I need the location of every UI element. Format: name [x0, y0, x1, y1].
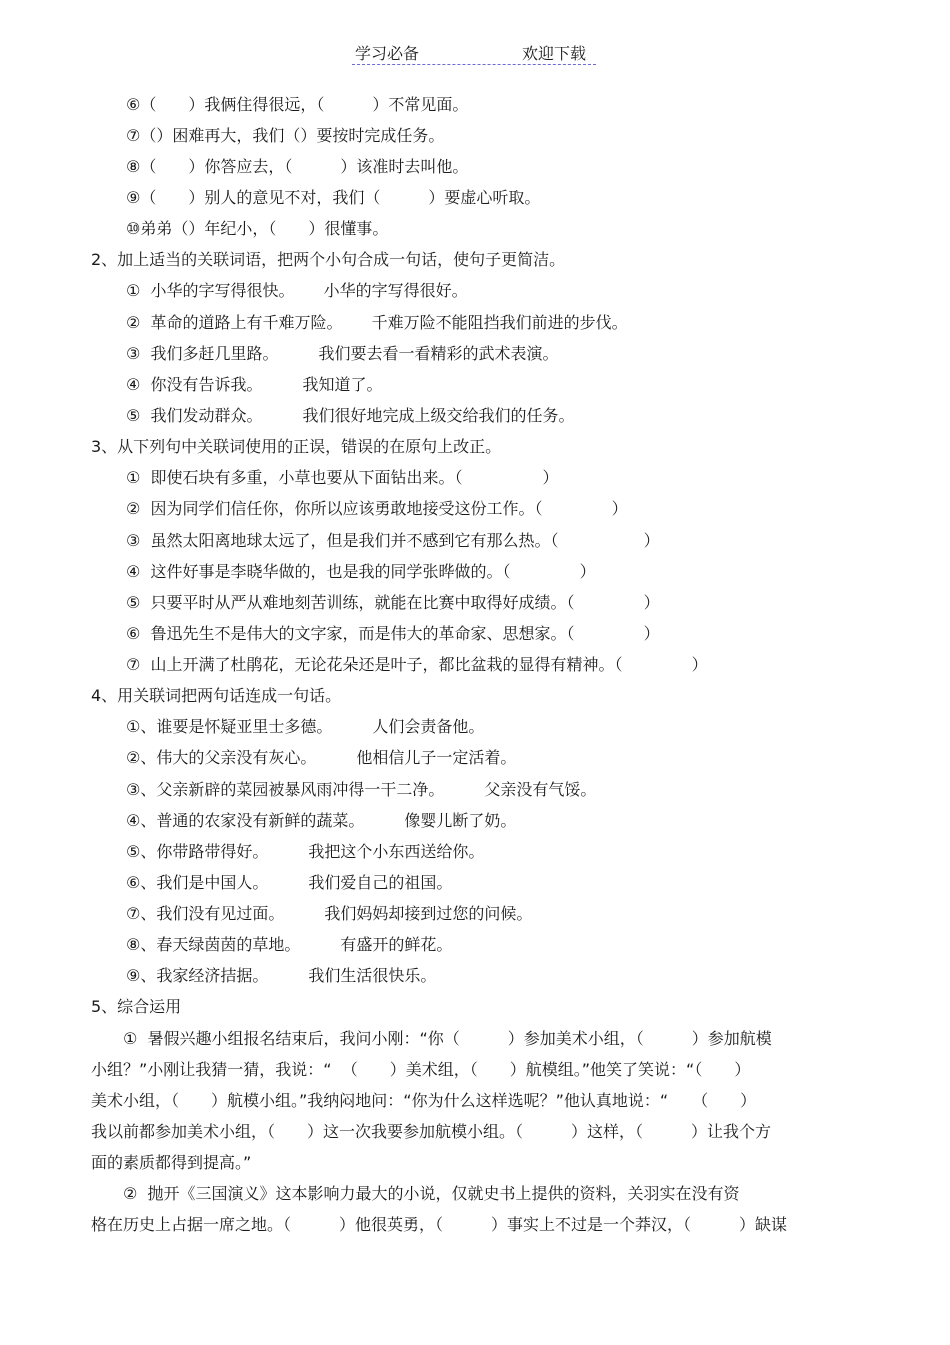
section3-item: ② 因为同学们信任你，你所以应该勇敢地接受这份工作。（ ）	[126, 499, 628, 518]
header-left-text: 学习必备	[355, 44, 420, 63]
section5-para2-line: ② 抛开《三国演义》这本影响力最大的小说，仅就史书上提供的资料，关羽实在没有资	[91, 1184, 740, 1203]
section3-item: ⑦ 山上开满了杜鹃花，无论花朵还是叶子，都比盆栽的显得有精神。（ ）	[126, 655, 708, 674]
section1-item: ⑧（ ）你答应去，（ ）该准时去叫他。	[126, 157, 469, 176]
section5-para1-line: 小组？”小刚让我猜一猜，我说：“ （ ）美术组，（ ）航模组。”他笑了笑说：“（ ）	[91, 1060, 751, 1079]
page-header	[352, 38, 596, 65]
section2-item: ④ 你没有告诉我。 我知道了。	[126, 375, 383, 394]
section4-item: ⑤、你带路带得好。 我把这个小东西送给你。	[126, 842, 485, 861]
section3-item: ③ 虽然太阳离地球太远了，但是我们并不感到它有那么热。（ ）	[126, 531, 660, 550]
section4-item: ⑥、我们是中国人。 我们爱自己的祖国。	[126, 873, 453, 892]
section4-item: ②、伟大的父亲没有灰心。 他相信儿子一定活着。	[126, 748, 517, 767]
section1-item: ⑨（ ）别人的意见不对，我们（ ）要虚心听取。	[126, 188, 541, 207]
section2-item: ⑤ 我们发动群众。 我们很好地完成上级交给我们的任务。	[126, 406, 575, 425]
section2-item: ② 革命的道路上有千难万险。 千难万险不能阻挡我们前进的步伐。	[126, 313, 628, 332]
section5-title: 5、综合运用	[91, 997, 182, 1016]
section2-item: ① 小华的字写得很快。 小华的字写得很好。	[126, 281, 468, 300]
section5-para1-line: 面的素质都得到提高。”	[91, 1153, 252, 1172]
section5-para1-line: 美术小组，（ ）航模小组。”我纳闷地问：“你为什么这样选呢？”他认真地说：“ （ ）	[91, 1091, 757, 1110]
section4-item: ⑦、我们没有见过面。 我们妈妈却接到过您的问候。	[126, 904, 533, 923]
section4-title: 4、用关联词把两句话连成一句话。	[91, 686, 342, 705]
section4-item: ⑧、春天绿茵茵的草地。 有盛开的鲜花。	[126, 935, 453, 954]
section4-item: ⑨、我家经济拮据。 我们生活很快乐。	[126, 966, 437, 985]
section5-para1-line: ① 暑假兴趣小组报名结束后，我问小刚：“你（ ）参加美术小组，（ ）参加航模	[91, 1029, 772, 1048]
section3-item: ① 即使石块有多重，小草也要从下面钻出来。（ ）	[126, 468, 559, 487]
section3-item: ⑥ 鲁迅先生不是伟大的文字家，而是伟大的革命家、思想家。（ ）	[126, 624, 660, 643]
section2-item: ③ 我们多赶几里路。 我们要去看一看精彩的武术表演。	[126, 344, 559, 363]
section3-item: ⑤ 只要平时从严从难地刻苦训练，就能在比赛中取得好成绩。（ ）	[126, 593, 660, 612]
section1-item: ⑩弟弟（）年纪小，（ ）很懂事。	[126, 219, 389, 238]
section3-title: 3、从下列句中关联词使用的正误，错误的在原句上改正。	[91, 437, 502, 456]
section1-item: ⑥（ ）我俩住得很远，（ ）不常见面。	[126, 95, 469, 114]
header-right-text: 欢迎下载	[522, 44, 587, 63]
section4-item: ①、谁要是怀疑亚里士多德。 人们会责备他。	[126, 717, 485, 736]
section4-item: ④、普通的农家没有新鲜的蔬菜。 像婴儿断了奶。	[126, 811, 517, 830]
section5-para1-line: 我以前都参加美术小组，（ ）这一次我要参加航模小组。（ ）这样，（ ）让我个方	[91, 1122, 772, 1141]
section2-title: 2、加上适当的关联词语，把两个小句合成一句话，使句子更简洁。	[91, 250, 566, 269]
section3-item: ④ 这件好事是李晓华做的，也是我的同学张晔做的。（ ）	[126, 562, 596, 581]
section5-para2-line: 格在历史上占据一席之地。（ ）他很英勇，（ ）事实上不过是一个莽汉，（ ）缺谋	[91, 1215, 788, 1234]
section1-item: ⑦（）困难再大，我们（）要按时完成任务。	[126, 126, 445, 145]
section4-item: ③、父亲新辟的菜园被暴风雨冲得一干二净。 父亲没有气馁。	[126, 780, 597, 799]
